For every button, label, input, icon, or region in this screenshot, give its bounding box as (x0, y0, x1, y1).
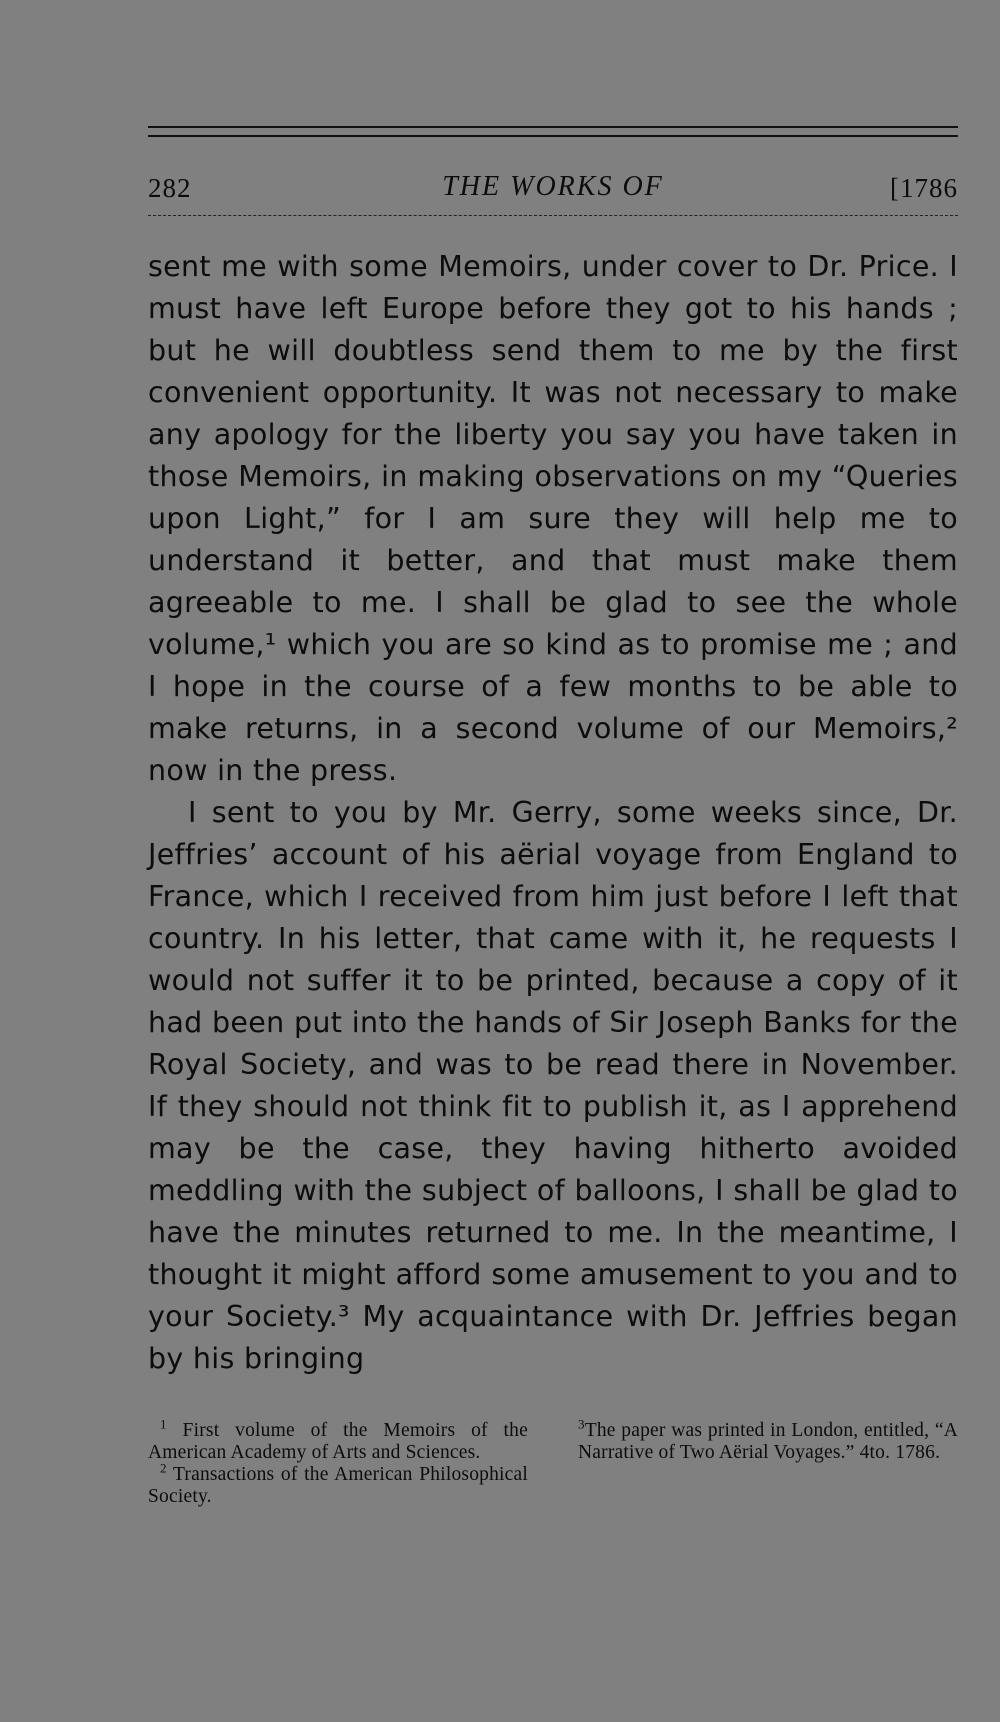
running-title: THE WORKS OF (442, 171, 664, 202)
footnote-2-text: Transactions of the American Philosophical Society. (148, 1464, 528, 1507)
paragraph-1: sent me with some Memoirs, under cover to Dr. Price. I must have left Europe before they got to his hands ; but he will doubtless send them to me by the first convenient opportunity. It was not necessary to make any apology for the liberty you say you have taken in those Memoirs, in making observations on my “Queries upon Light,” for I am sure they will help me to understand it better, and that must make them agreeable to me. I shall be glad to see the whole volume,¹ which you are so kind as to promise me ; and I hope in the course of a few months to be able to make returns, in a second volume of our Memoirs,² now in the press. (148, 250, 958, 787)
footnote-1-text: First volume of the Memoirs of the American Academy of Arts and Sciences. (148, 1420, 528, 1463)
page-number: 282 (148, 173, 192, 203)
footnote-2 (148, 1460, 528, 1508)
running-year: [1786 (890, 173, 958, 203)
footnote-3-text: The paper was printed in London, entitled, “A Narrative of Two Aërial Voyages.” 4to. 1786. (578, 1420, 958, 1463)
body-text (148, 246, 958, 1380)
footnote-1 (148, 1416, 528, 1464)
paragraph-2: I sent to you by Mr. Gerry, some weeks since, Dr. Jeffries’ account of his aërial voyage from England to France, which I received from him just before I left that country. In his letter, that came with it, he requests I would not suffer it to be printed, because a copy of it had been put into the hands of Sir Joseph Banks for the Royal Society, and was to be read there in November. If they should not think fit to publish it, as I apprehend may be the case, they having hitherto avoided meddling with the subject of balloons, I shall be glad to have the minutes returned to me. In the meantime, I thought it might afford some amusement to you and to your Society.³ My acquaintance with Dr. Jeffries began by his bringing (148, 796, 958, 1375)
header-double-rule (148, 126, 958, 137)
header-dashed-rule (148, 215, 958, 216)
footnotes (148, 1416, 958, 1508)
footnotes-right-column (578, 1416, 958, 1508)
footnotes-left-column (148, 1416, 528, 1508)
footnote-3-mark: 3 (578, 1416, 585, 1432)
running-head (148, 165, 958, 213)
footnote-1-mark: 1 (160, 1416, 167, 1432)
book-page (148, 126, 958, 1508)
footnote-2-mark: 2 (160, 1460, 167, 1476)
footnote-3 (578, 1416, 958, 1464)
